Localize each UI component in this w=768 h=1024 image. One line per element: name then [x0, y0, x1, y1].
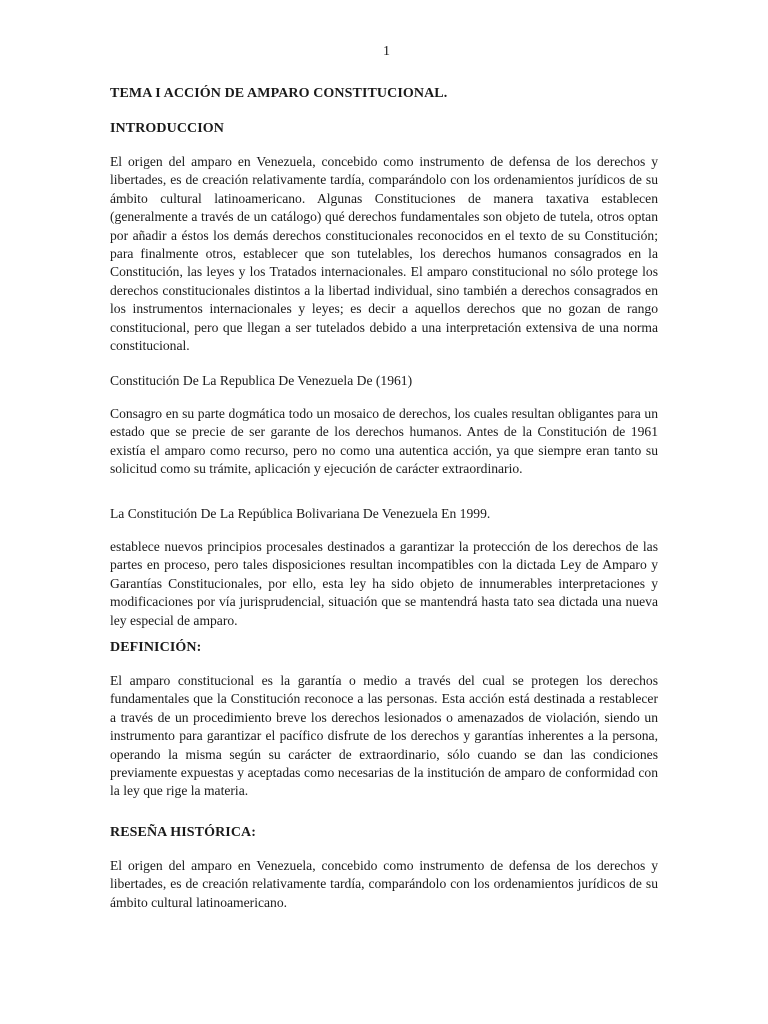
constitution-1999-paragraph: establece nuevos principios procesales destinados a garantizar la protección de los derechos de las partes en proceso, pero tales disposiciones resultan incompatibles con la dictada Ley de Amparo y Garantías Constitucionales, por ello, esta ley ha sido objeto de innumerables interpretaciones y modificaciones por vía jurisprudencial, situación que se mantendrá hasta tato sea dictada una nueva ley especial de amparo. — [110, 539, 658, 628]
history-heading: RESEÑA HISTÓRICA: — [110, 825, 257, 840]
intro-paragraph: El origen del amparo en Venezuela, concebido como instrumento de defensa de los derechos y libertades, es de creación relativamente tardía, comparándolo con los ordenamientos jurídicos de su ámbito cultural latinoamericano. Algunas Constituciones de manera taxativa establecen (generalmente a través de un catálogo) qué derechos fundamentales son objeto de tutela, otros optan por añadir a éstos los demás derechos constitucionales reconocidos en el texto de su Constitución; para finalmente otros, establecer que son tutelables, los derechos humanos consagrados en la Constitución, las leyes y los Tratados internacionales. El amparo constitucional no sólo protege los derechos constitucionales distintos a la libertad individual, sino también a derechos consagrados en los instrumentos internacionales y leyes; es decir a aquellos derechos que no gozan de rango constitucional, pero que llegan a ser tutelados debido a una interpretación extensiva de una norma constitucional. — [110, 154, 658, 354]
constitution-1999-heading: La Constitución De La República Bolivariana De Venezuela En 1999. — [110, 506, 491, 521]
definition-heading: DEFINICIÓN: — [110, 640, 202, 655]
definition-paragraph: El amparo constitucional es la garantía o medio a través del cual se protegen los derechos fundamentales que la Constitución reconoce a las personas. Esta acción está destinada a restablecer a través de un procedimiento breve los derechos lesionados o amenazados de violación, siendo un instrumento para garantizar el pacífico disfrute de los derechos y garantías inherentes a la persona, operando la misma según su carácter de extraordinario, sólo cuando se dan las condiciones previamente expuestas y aceptadas como necesarias de la institución de amparo de conformidad con la ley que rige la materia. — [110, 673, 658, 799]
constitution-1961-heading: Constitución De La Republica De Venezuela De (1961) — [110, 373, 413, 388]
intro-heading: INTRODUCCION — [110, 121, 224, 136]
history-paragraph: El origen del amparo en Venezuela, concebido como instrumento de defensa de los derechos y libertades, es de creación relativamente tardía, comparándolo con los ordenamientos jurídicos de su ámbito cultural latinoamericano. — [110, 858, 658, 910]
page-number: 1 — [383, 44, 390, 59]
constitution-1961-paragraph: Consagro en su parte dogmática todo un mosaico de derechos, los cuales resultan obligantes para un estado que se precie de ser garante de los derechos humanos. Antes de la Constitución de 1961 existía el amparo como recurso, pero no como una autentica acción, ya que siempre eran tanto su solicitud como su trámite, aplicación y ejecución de carácter extraordinario. — [110, 406, 658, 477]
document-title: TEMA I ACCIÓN DE AMPARO CONSTITUCIONAL. — [110, 86, 448, 101]
